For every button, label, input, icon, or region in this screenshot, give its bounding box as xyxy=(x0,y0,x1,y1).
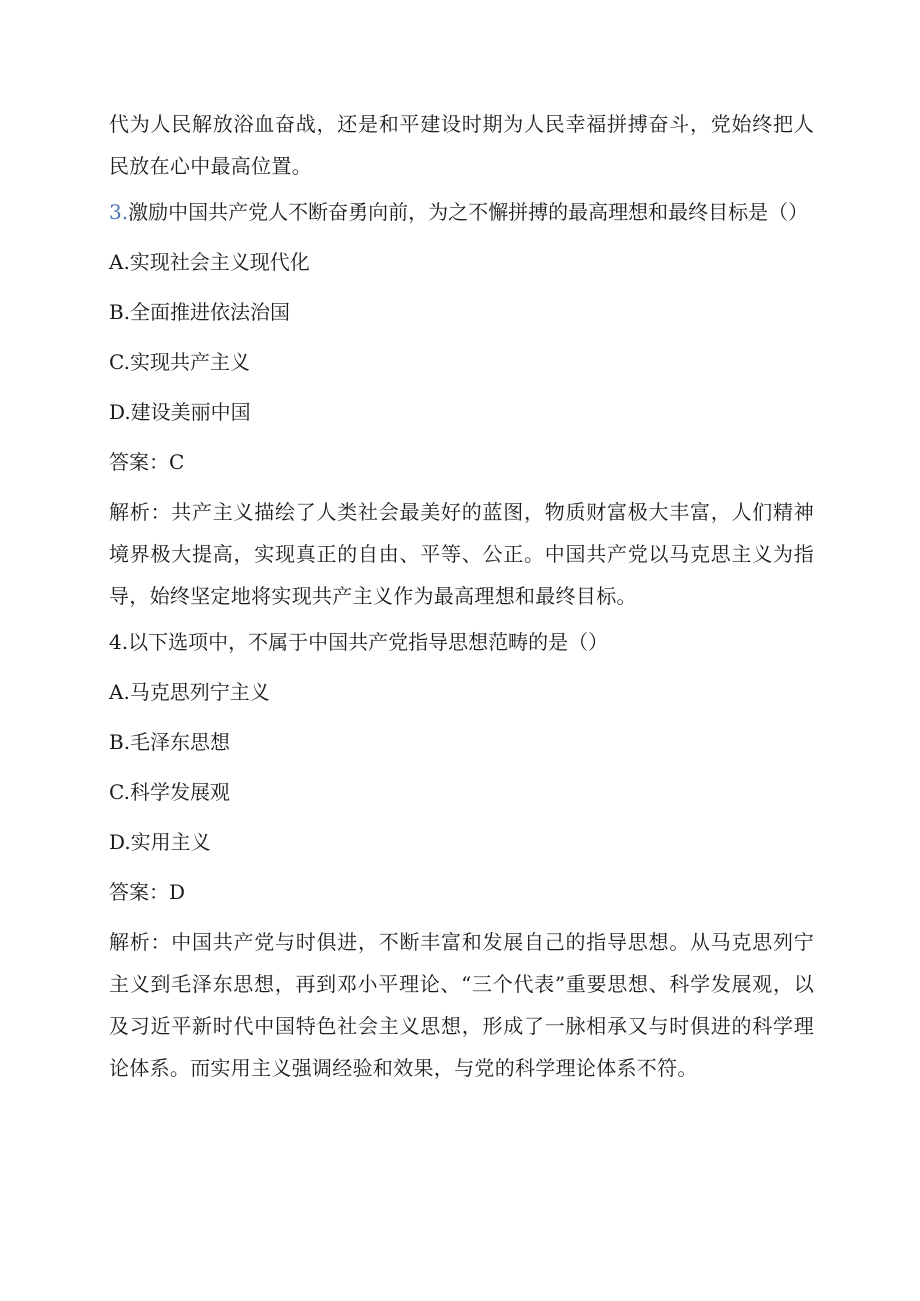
question-3-option-c: C.实现共产主义 xyxy=(109,350,250,374)
question-4-option-a: A.马克思列宁主义 xyxy=(109,680,270,704)
document-page xyxy=(109,103,814,1089)
question-3 xyxy=(109,187,814,237)
question-3-analysis: 解析：共产主义描绘了人类社会最美好的蓝图，物质财富极大丰富，人们精神境界极大提高，实现真正的自由、平等、公正。中国共产党以马克思主义为指导，始终坚定地将实现共产主义作为最高理想和最终目标。 xyxy=(109,500,814,608)
question-4-option-b: B.毛泽东思想 xyxy=(109,730,231,754)
question-3-number: 3. xyxy=(109,200,129,224)
question-4-answer: 答案：D xyxy=(109,880,186,904)
question-3-option-a: A.实现社会主义现代化 xyxy=(109,250,310,274)
question-3-option-b: B.全面推进依法治国 xyxy=(109,300,291,324)
question-4-option-d: D.实用主义 xyxy=(109,830,211,854)
question-4-option-c: C.科学发展观 xyxy=(109,780,230,804)
intro-paragraph: 代为人民解放浴血奋战，还是和平建设时期为人民幸福拼搏奋斗，党始终把人民放在心中最高位置。 xyxy=(109,112,814,178)
question-3-text: 激励中国共产党人不断奋勇向前，为之不懈拼搏的最高理想和最终目标是（） xyxy=(128,200,809,224)
question-3-answer: 答案：C xyxy=(109,450,185,474)
question-4: 4.以下选项中，不属于中国共产党指导思想范畴的是（） xyxy=(109,630,609,654)
question-3-option-d: D.建设美丽中国 xyxy=(109,400,251,424)
question-4-analysis: 解析：中国共产党与时俱进，不断丰富和发展自己的指导思想。从马克思列宁主义到毛泽东思想，再到邓小平理论、“三个代表”重要思想、科学发展观，以及习近平新时代中国特色社会主义思想，形成了一脉相承又与时俱进的科学理论体系。而实用主义强调经验和效果，与党的科学理论体系不符。 xyxy=(109,930,814,1080)
